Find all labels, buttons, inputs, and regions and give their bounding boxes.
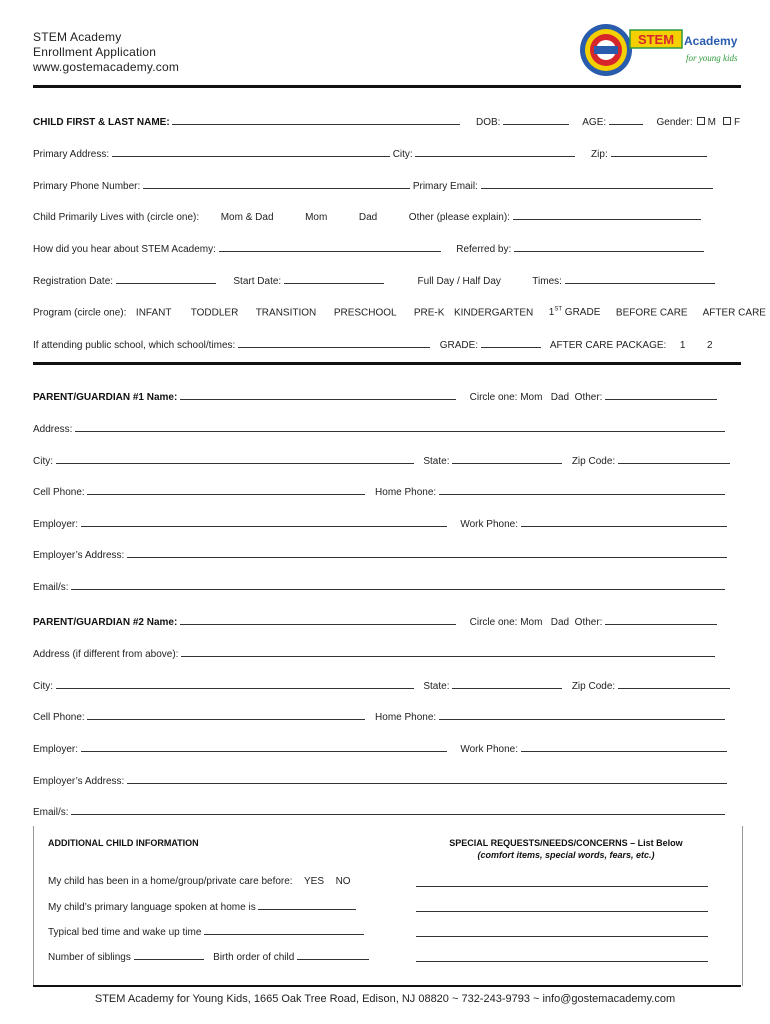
parent2-other-field[interactable] [605,616,717,625]
additional-info-title: ADDITIONAL CHILD INFORMATION [48,838,199,848]
times-field[interactable] [565,275,715,284]
primary-email-field[interactable] [481,180,713,189]
bedtime-field[interactable] [204,926,364,935]
child-name-row [33,116,742,128]
gender-f-label: F [733,117,741,128]
parent1-employer-address-field[interactable] [127,549,727,558]
parent2-zip-field[interactable] [618,680,730,689]
footer-rule [33,985,741,987]
parent1-email-row [33,581,742,593]
logo-brand: STEM [637,32,675,47]
dob-field[interactable] [503,116,569,125]
parent2-state-field[interactable] [452,680,562,689]
parent1-city-label: City: [33,456,53,467]
parent2-state-label: State: [423,681,450,692]
parent2-address-field[interactable] [181,648,715,657]
parent2-email-field[interactable] [71,806,725,815]
form-title: Enrollment Application [33,45,157,59]
parent2-address-row [33,648,742,660]
parent2-email-label: Email/s: [33,807,69,818]
gender-m-checkbox[interactable] [697,117,705,125]
parent1-employer-row [33,518,742,530]
times-label: Times: [532,276,562,287]
school-header [33,30,179,75]
parent2-employer-address-label: Employer’s Address: [33,776,125,787]
zip-field[interactable] [611,148,707,157]
parent1-emp-address-row [33,549,742,561]
parent2-employer-row [33,743,742,755]
hear-about-row [33,243,742,255]
parent1-city-field[interactable] [56,455,414,464]
full-half-day-option[interactable]: Full Day / Half Day [417,276,501,287]
grade-label: GRADE: [439,340,479,351]
primary-phone-label: Primary Phone Number: [33,181,141,192]
school-name: STEM Academy [33,30,122,44]
parent2-employer-address-field[interactable] [127,775,727,784]
bedtime-label: Typical bed time and wake up time [48,927,202,938]
parent2-home-phone-field[interactable] [439,711,725,720]
public-school-field[interactable] [238,339,430,348]
parent2-cell-label: Cell Phone: [33,712,85,723]
gender-f-checkbox[interactable] [723,117,731,125]
referred-by-label: Referred by: [456,244,512,255]
special-requests-line-2[interactable] [416,903,708,912]
primary-phone-field[interactable] [143,180,410,189]
parent2-name-row [33,616,742,628]
special-requests-line-4[interactable] [416,953,708,962]
parent2-city-label: City: [33,681,53,692]
siblings-field[interactable] [134,951,204,960]
logo-tagline: for young kids [686,53,738,63]
grade-field[interactable] [481,339,541,348]
after-care-package-label: AFTER CARE PACKAGE: [549,340,667,351]
parent1-work-phone-label: Work Phone: [460,519,518,530]
special-requests-line-3[interactable] [416,928,708,937]
public-school-label: If attending public school, which school/times: [33,340,236,351]
child-address-row [33,148,742,160]
parent2-emp-address-row [33,775,742,787]
parent1-name-field[interactable] [180,391,456,400]
zip-label: Zip: [591,149,608,160]
start-date-label: Start Date: [233,276,282,287]
program-label: Program (circle one): [33,307,127,319]
child-name-field[interactable] [172,116,460,125]
parent1-address-label: Address: [33,424,73,435]
referred-by-field[interactable] [514,243,704,252]
parent1-name-row [33,391,742,403]
parent2-name-field[interactable] [180,616,456,625]
parent2-relation-label: Circle one: Mom Dad Other: [469,617,603,628]
parent1-phone-row [33,486,742,498]
program-row [33,307,766,319]
care-before-label: My child has been in a home/group/private care before: [48,876,293,887]
parent2-name-label: PARENT/GUARDIAN #2 Name: [33,617,178,628]
parent1-address-row [33,423,742,435]
lives-with-label: Child Primarily Lives with (circle one): [33,212,200,223]
city-label: City: [392,149,413,160]
parent1-home-phone-field[interactable] [439,486,725,495]
care-before-no[interactable]: NO [335,876,351,887]
care-before-yes[interactable]: YES [303,876,324,887]
program-toddler[interactable]: TODDLER [190,307,239,319]
birth-order-label: Birth order of child [213,952,295,963]
registration-date-field[interactable] [116,275,216,284]
special-requests-heading: SPECIAL REQUESTS/NEEDS/CONCERNS – List Below [449,838,683,848]
age-label: AGE: [582,117,607,128]
city-field[interactable] [415,148,575,157]
primary-email-label: Primary Email: [412,181,478,192]
child-phone-row [33,180,742,192]
special-requests-title [408,838,724,860]
parent1-other-field[interactable] [605,391,717,400]
parent1-name-label: PARENT/GUARDIAN #1 Name: [33,392,178,403]
program-before-care[interactable]: BEFORE CARE [615,307,688,319]
primary-address-field[interactable] [112,148,390,157]
parent2-city-row [33,680,742,692]
school-website: www.gostemacademy.com [33,60,180,74]
header-rule [33,85,741,88]
parent1-home-phone-label: Home Phone: [375,487,437,498]
program-1st-grade[interactable]: 1ST GRADE [548,307,601,319]
after-care-package-2[interactable]: 2 [707,340,713,351]
siblings-label: Number of siblings [48,952,131,963]
birth-order-field[interactable] [297,951,369,960]
lives-option-dad[interactable]: Dad [358,212,378,223]
hear-about-label: How did you hear about STEM Academy: [33,244,216,255]
parent1-state-field[interactable] [452,455,562,464]
parent1-employer-field[interactable] [81,518,447,527]
age-field[interactable] [609,116,643,125]
parent2-address-label: Address (if different from above): [33,649,179,660]
gender-label: Gender: [656,117,693,128]
gender-m-label: M [707,117,716,128]
parent1-cell-field[interactable] [87,486,365,495]
parent2-phone-row [33,711,742,723]
program-kindergarten[interactable]: KINDERGARTEN [453,307,534,319]
parent2-work-phone-field[interactable] [521,743,727,752]
parent1-email-field[interactable] [71,581,725,590]
parent1-zip-label: Zip Code: [571,456,616,467]
parent1-work-phone-field[interactable] [521,518,727,527]
program-infant[interactable]: INFANT [135,307,172,319]
lives-option-mom[interactable]: Mom [305,212,328,223]
lives-with-row [33,211,742,223]
stem-academy-logo [578,20,743,80]
program-prek[interactable]: PRE-K [413,307,445,319]
after-care-package-1[interactable]: 1 [679,340,686,351]
parent2-home-phone-label: Home Phone: [375,712,437,723]
child-section-rule [33,362,741,365]
parent1-relation-label: Circle one: Mom Dad Other: [469,392,603,403]
parent1-employer-address-label: Employer’s Address: [33,550,125,561]
parent2-employer-field[interactable] [81,743,447,752]
program-preschool[interactable]: PRESCHOOL [333,307,397,319]
footer-contact: STEM Academy for Young Kids, 1665 Oak Tree Road, Edison, NJ 08820 ~ 732-243-9793 ~ info@gostemacademy.com [94,993,676,1005]
public-school-row [33,339,742,351]
parent1-cell-label: Cell Phone: [33,487,85,498]
lives-other-label: Other (please explain): [408,212,510,223]
parent1-email-label: Email/s: [33,582,69,593]
parent2-employer-label: Employer: [33,744,79,755]
registration-date-label: Registration Date: [33,276,114,287]
parent2-zip-label: Zip Code: [571,681,616,692]
language-field[interactable] [258,901,356,910]
parent1-city-row [33,455,742,467]
parent1-address-field[interactable] [75,423,725,432]
special-requests-subtitle: (comfort items, special words, fears, etc.) [477,850,655,860]
parent2-city-field[interactable] [56,680,414,689]
lives-option-mom-dad[interactable]: Mom & Dad [220,212,274,223]
dates-row [33,275,742,287]
lives-other-field[interactable] [513,211,701,220]
program-after-care[interactable]: AFTER CARE [702,307,766,319]
program-transition[interactable]: TRANSITION [255,307,317,319]
logo-word: Academy [684,34,738,48]
parent2-cell-field[interactable] [87,711,365,720]
parent1-employer-label: Employer: [33,519,79,530]
language-label: My child’s primary language spoken at home is [48,902,256,913]
special-requests-line-1[interactable] [416,878,708,887]
parent1-zip-field[interactable] [618,455,730,464]
dob-label: DOB: [476,117,501,128]
parent2-email-row [33,806,742,818]
parent2-work-phone-label: Work Phone: [460,744,518,755]
start-date-field[interactable] [284,275,384,284]
child-name-label: CHILD FIRST & LAST NAME: [33,117,170,128]
hear-about-field[interactable] [219,243,441,252]
parent1-state-label: State: [423,456,450,467]
primary-address-label: Primary Address: [33,149,110,160]
